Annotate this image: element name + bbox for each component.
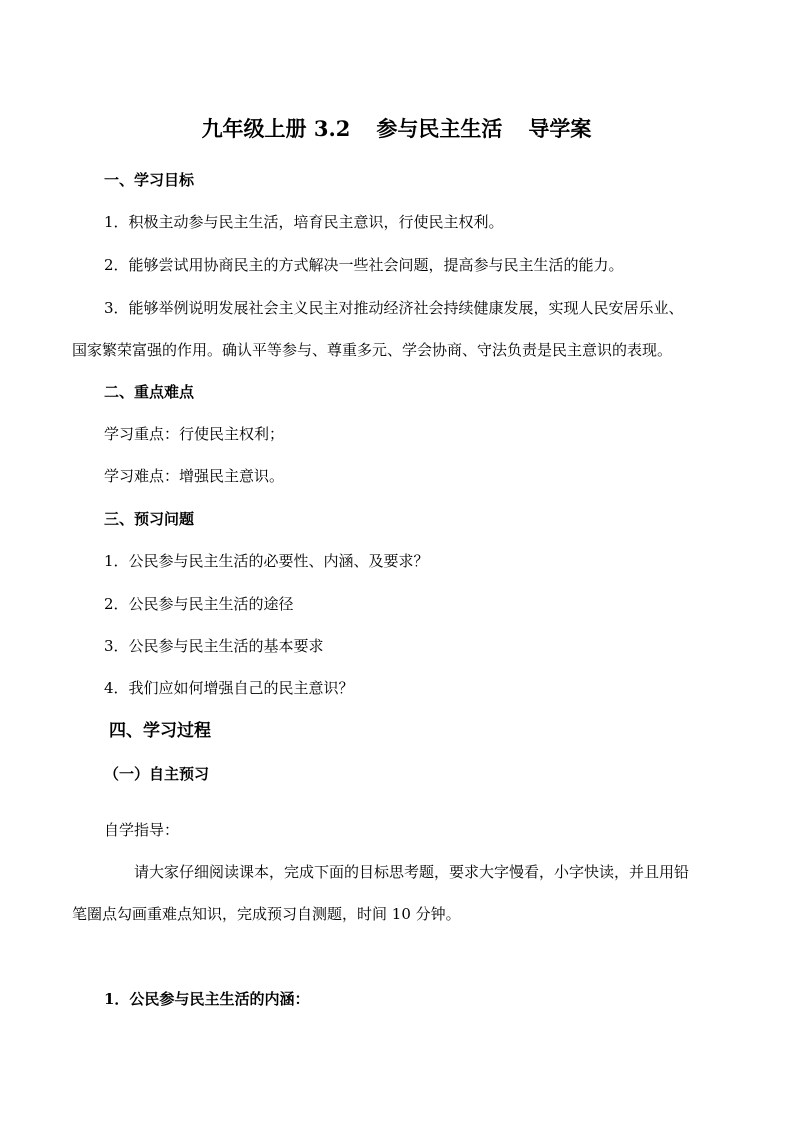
- title-part-1: 九年级上册 3.2: [201, 116, 351, 141]
- title-part-3: 导学案: [528, 116, 592, 141]
- objective-item-1: 1．积极主动参与民主生活，培育民主意识，行使民主权利。: [104, 213, 504, 231]
- self-study-guide-line-1: 请大家仔细阅读课本，完成下面的目标思考题，要求大字慢看，小字快读，并且用铅: [134, 863, 690, 881]
- key-point-item: 学习重点：行使民主权利；: [104, 425, 285, 443]
- subsection-self-study: （一）自主预习: [104, 765, 210, 783]
- preview-item-1: 1．公民参与民主生活的必要性、内涵、及要求？: [104, 552, 429, 570]
- section-heading-preview: 三、预习问题: [104, 510, 195, 528]
- self-study-guide-label: 自学指导：: [104, 821, 180, 839]
- section-heading-key-points: 二、重点难点: [104, 383, 195, 401]
- objective-item-3-cont: 国家繁荣富强的作用。确认平等参与、尊重多元、学会协商、守法负责是民主意识的表现。: [72, 341, 673, 359]
- title-part-2: 参与民主生活: [376, 116, 503, 141]
- section-heading-process: 四、学习过程: [109, 721, 211, 741]
- section-heading-objectives: 一、学习目标: [104, 171, 195, 189]
- objective-item-2: 2．能够尝试用协商民主的方式解决一些社会问题，提高参与民主生活的能力。: [104, 256, 624, 274]
- objective-item-3: 3．能够举例说明发展社会主义民主对推动经济社会持续健康发展，实现人民安居乐业、: [104, 299, 684, 317]
- preview-item-4: 4．我们应如何增强自己的民主意识？: [104, 679, 354, 697]
- preview-item-2: 2．公民参与民主生活的途径: [104, 595, 294, 613]
- self-study-guide-line-2: 笔圈点勾画重难点知识，完成预习自测题，时间 10 分钟。: [72, 905, 461, 923]
- preview-item-3: 3．公民参与民主生活的基本要求: [104, 637, 324, 655]
- page-title: [0, 116, 793, 142]
- question-1-connotation: 1．公民参与民主生活的内涵：: [104, 990, 310, 1008]
- difficult-point-item: 学习难点：增强民主意识。: [104, 467, 285, 485]
